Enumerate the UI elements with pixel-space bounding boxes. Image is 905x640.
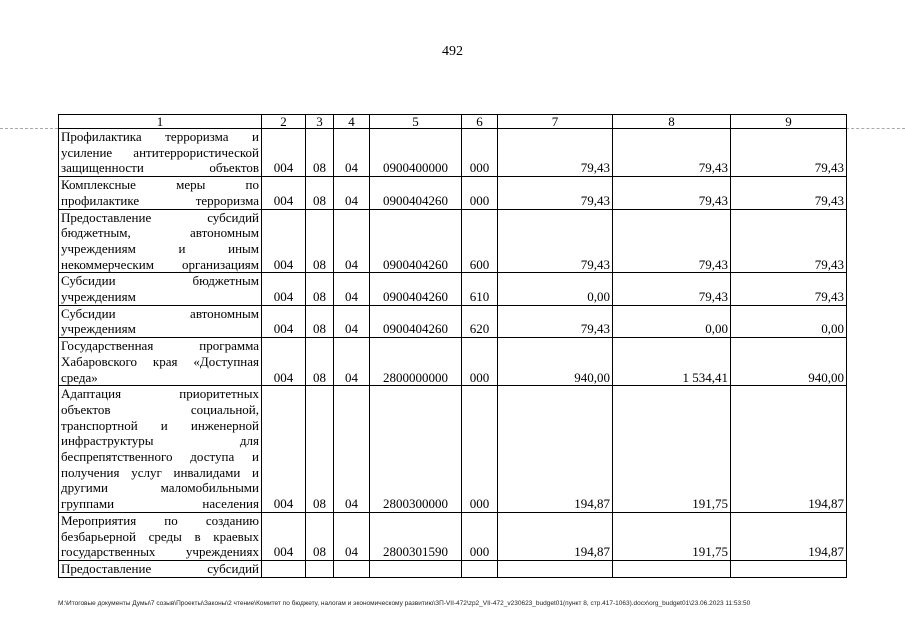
subsection-cell: 04 [334,386,370,513]
amount-col8-cell: 79,43 [613,177,731,209]
admin-code-cell: 004 [262,338,306,386]
row-name-cell [59,512,262,560]
row-name-cell [59,177,262,209]
subsection-cell: 04 [334,305,370,337]
row-name-line: Профилактика терроризма и [61,129,259,144]
section-cell: 08 [306,177,334,209]
row-name-line: усиление антитеррористической [61,144,259,160]
section-cell: 08 [306,129,334,177]
table-row [59,129,847,177]
expense-type-cell: 000 [462,338,498,386]
row-name-line: Адаптация приоритетных [61,386,259,402]
subsection-cell: 04 [334,512,370,560]
row-name-cell [59,129,262,177]
amount-col8-cell [613,560,731,577]
row-name-line: транспортной и инженерной [61,417,259,433]
expense-type-cell: 000 [462,512,498,560]
row-name-line: среда» [61,369,98,385]
column-header-6: 6 [462,115,498,129]
subsection-cell: 04 [334,129,370,177]
amount-col8-cell: 1 534,41 [613,338,731,386]
amount-col9-cell: 194,87 [731,386,847,513]
amount-col7-cell: 79,43 [498,209,613,273]
subsection-cell: 04 [334,177,370,209]
amount-col9-cell: 194,87 [731,512,847,560]
amount-col8-cell: 191,75 [613,386,731,513]
expense-type-cell: 610 [462,273,498,305]
amount-col8-cell: 191,75 [613,512,731,560]
subsection-cell [334,560,370,577]
column-header-5: 5 [370,115,462,129]
row-name-line: объектов социальной, [61,401,259,417]
row-name-cell [59,305,262,337]
expense-type-cell: 000 [462,386,498,513]
table-row [59,209,847,273]
column-header-9: 9 [731,115,847,129]
column-header-3: 3 [306,115,334,129]
row-name-cell [59,560,262,577]
row-name-line: государственных учреждениях [61,544,259,560]
column-header-1: 1 [59,115,262,129]
section-cell: 08 [306,386,334,513]
table-row [59,386,847,513]
target-article-cell: 0900404260 [370,209,462,273]
table-row [59,338,847,386]
target-article-cell: 2800000000 [370,338,462,386]
row-name-line: Предоставление субсидий [61,209,259,225]
row-name-line: учреждениям [61,321,136,337]
table-row [59,177,847,209]
admin-code-cell: 004 [262,209,306,273]
expense-type-cell: 600 [462,209,498,273]
target-article-cell: 0900404260 [370,273,462,305]
amount-col9-cell [731,560,847,577]
row-name-cell [59,209,262,273]
target-article-cell: 0900400000 [370,129,462,177]
row-name-line: беспрепятственного доступа и [61,449,259,465]
column-header-8: 8 [613,115,731,129]
expense-type-cell: 000 [462,129,498,177]
row-name-line: Комплексные меры по [61,177,259,193]
row-name-line: профилактике терроризма [61,192,259,208]
column-header-4: 4 [334,115,370,129]
budget-table [58,114,847,578]
amount-col7-cell: 79,43 [498,305,613,337]
file-path-footer: M:\Итоговые документы Думы\7 созыв\Проекты\Законы\2 чтение\Комитет по бюджету, налогам и экономическому развитию\ЗП-VII-472\zp2_VII-472_v230623_budget01(пункт 8, стр.417-1063).docx\org_budget01\23.06.2023 11:53:50 [58,600,751,607]
row-name-line: учреждениям и иным [61,240,259,256]
amount-col9-cell: 79,43 [731,129,847,177]
subsection-cell: 04 [334,273,370,305]
amount-col7-cell: 0,00 [498,273,613,305]
amount-col7-cell: 194,87 [498,386,613,513]
row-name-cell [59,338,262,386]
scan-dash-left [0,128,58,129]
row-name-line: группами населения [61,496,259,512]
amount-col9-cell: 940,00 [731,338,847,386]
amount-col7-cell: 79,43 [498,177,613,209]
scan-dash-right [846,128,905,129]
target-article-cell: 2800300000 [370,386,462,513]
target-article-cell: 2800301590 [370,512,462,560]
row-name-line: безбарьерной среды в краевых [61,528,259,544]
amount-col7-cell: 940,00 [498,338,613,386]
section-cell: 08 [306,512,334,560]
table-row [59,305,847,337]
table-body [59,129,847,578]
section-cell [306,560,334,577]
amount-col9-cell: 79,43 [731,209,847,273]
row-name-line: Предоставление субсидий [61,560,259,576]
target-article-cell [370,560,462,577]
expense-type-cell [462,560,498,577]
amount-col8-cell: 0,00 [613,305,731,337]
page-number: 492 [442,44,463,59]
header-row [59,115,847,129]
section-cell: 08 [306,338,334,386]
row-name-line: Субсидии бюджетным [61,273,259,289]
row-name-line: инфраструктуры для [61,433,259,449]
amount-col8-cell: 79,43 [613,273,731,305]
expense-type-cell: 620 [462,305,498,337]
row-name-line: бюджетным, автономным [61,225,259,241]
admin-code-cell: 004 [262,386,306,513]
row-name-line: Субсидии автономным [61,305,259,321]
row-name-line: другими маломобильными [61,480,259,496]
admin-code-cell: 004 [262,305,306,337]
row-name-line: получения услуг инвалидами и [61,464,259,480]
section-cell: 08 [306,273,334,305]
row-name-cell [59,386,262,513]
amount-col9-cell: 0,00 [731,305,847,337]
subsection-cell: 04 [334,338,370,386]
amount-col9-cell: 79,43 [731,273,847,305]
admin-code-cell: 004 [262,177,306,209]
amount-col7-cell [498,560,613,577]
target-article-cell: 0900404260 [370,177,462,209]
table-row [59,560,847,577]
subsection-cell: 04 [334,209,370,273]
row-name-cell [59,273,262,305]
column-header-7: 7 [498,115,613,129]
column-header-2: 2 [262,115,306,129]
amount-col7-cell: 79,43 [498,129,613,177]
amount-col7-cell: 194,87 [498,512,613,560]
expense-type-cell: 000 [462,177,498,209]
row-name-line: Мероприятия по созданию [61,512,259,528]
row-name-line: учреждениям [61,289,136,305]
section-cell: 08 [306,209,334,273]
row-name-line: защищенности объектов [61,160,259,176]
section-cell: 08 [306,305,334,337]
table-row [59,512,847,560]
row-name-line: Государственная программа [61,338,259,354]
row-name-line: некоммерческим организациям [61,256,259,272]
admin-code-cell: 004 [262,512,306,560]
admin-code-cell: 004 [262,273,306,305]
admin-code-cell [262,560,306,577]
amount-col8-cell: 79,43 [613,129,731,177]
target-article-cell: 0900404260 [370,305,462,337]
admin-code-cell: 004 [262,129,306,177]
row-name-line: Хабаровского края «Доступная [61,353,259,369]
table-row [59,273,847,305]
amount-col8-cell: 79,43 [613,209,731,273]
amount-col9-cell: 79,43 [731,177,847,209]
